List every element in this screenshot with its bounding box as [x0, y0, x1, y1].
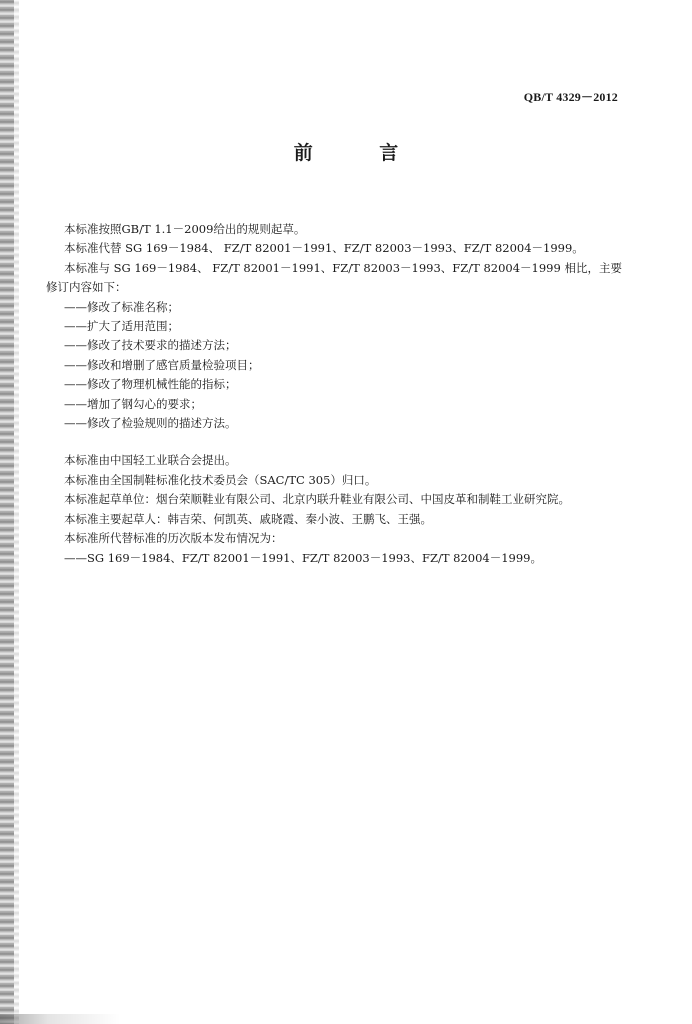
changes-list — [46, 298, 626, 434]
paragraph-comparison-continued: 修订内容如下： — [46, 280, 127, 295]
scan-border-bottom — [0, 1014, 120, 1024]
paragraph-drafting-units: 本标准起草单位：烟台荣顺鞋业有限公司、北京内联升鞋业有限公司、中国皮革和制鞋工业研究院。 — [64, 492, 570, 507]
section-gap — [46, 433, 626, 451]
paragraph-comparison: 本标准与 SG 169－1984、 FZ/T 82001－1991、FZ/T 82003－1993、FZ/T 82004－1999 相比，主要 — [64, 260, 622, 275]
paragraph-proposer: 本标准由中国轻工业联合会提出。 — [64, 453, 237, 468]
paragraph-committee: 本标准由全国制鞋标准化技术委员会（SAC/TC 305）归口。 — [64, 472, 377, 487]
list-item: ——修改了检验规则的描述方法。 — [64, 416, 237, 431]
foreword-body — [46, 220, 626, 568]
list-item: ——扩大了适用范围； — [64, 319, 179, 334]
list-item: ——增加了钢勾心的要求； — [64, 396, 202, 411]
list-item: ——修改了标准名称； — [64, 299, 179, 314]
page-title: 前 言 — [293, 142, 429, 164]
paragraph-drafting-rules: 本标准按照GB/T 1.1－2009给出的规则起草。 — [64, 222, 306, 236]
paragraph-history-intro: 本标准所代替标准的历次版本发布情况为： — [64, 531, 283, 546]
list-item: ——修改和增删了感官质量检验项目； — [64, 357, 260, 372]
standard-code: QB/T 4329－2012 — [523, 90, 618, 104]
list-item: ——修改了技术要求的描述方法； — [64, 338, 237, 353]
paragraph-replaces: 本标准代替 SG 169－1984、 FZ/T 82001－1991、FZ/T 82003－1993、FZ/T 82004－1999。 — [64, 241, 584, 256]
list-item: ——修改了物理机械性能的指标； — [64, 377, 237, 392]
paragraph-history-item: ——SG 169－1984、FZ/T 82001－1991、FZ/T 82003－1993、FZ/T 82004－1999。 — [64, 550, 542, 565]
paragraph-drafters: 本标准主要起草人：韩吉荣、何凯英、戚晓霞、秦小波、王鹏飞、王强。 — [64, 511, 432, 526]
